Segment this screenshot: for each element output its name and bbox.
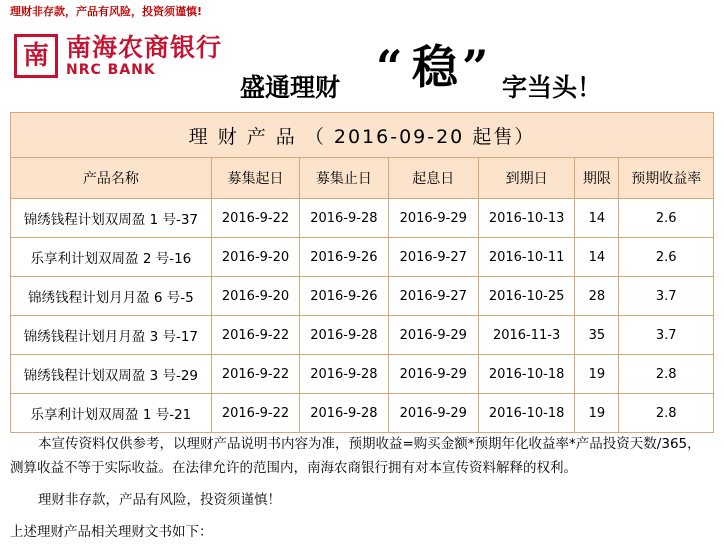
cell-value-date: 2016-9-27	[388, 277, 478, 316]
table-row	[11, 355, 714, 394]
headline	[230, 40, 710, 104]
cell-due-date: 2016-10-11	[478, 238, 574, 277]
cell-term: 14	[575, 238, 619, 277]
headline-part1: 盛通理财	[240, 73, 341, 102]
table-row	[11, 394, 714, 433]
table-title: 理 财 产 品 （ 2016-09-20 起售）	[11, 113, 714, 158]
cell-rate: 2.8	[619, 355, 714, 394]
product-table	[10, 112, 714, 433]
column-header-rate: 预期收益率	[619, 158, 714, 199]
cell-end-date: 2016-9-28	[300, 394, 388, 433]
risk-warning-text: 理财非存款，产品有风险，投资须谨慎！	[38, 492, 281, 508]
cell-start-date: 2016-9-22	[211, 199, 299, 238]
logo-glyph: 南	[22, 41, 49, 71]
cell-product-name: 锦绣钱程计划月月盈 6 号-5	[11, 277, 212, 316]
cell-product-name: 乐享利计划双周盈 2 号-16	[11, 238, 212, 277]
cell-start-date: 2016-9-22	[211, 316, 299, 355]
cell-due-date: 2016-10-18	[478, 394, 574, 433]
cell-value-date: 2016-9-29	[388, 316, 478, 355]
cell-term: 14	[575, 199, 619, 238]
cell-rate: 2.6	[619, 238, 714, 277]
cell-due-date: 2016-10-18	[478, 355, 574, 394]
bank-name-en: NRC BANK	[66, 61, 156, 78]
column-header-due-date: 到期日	[478, 158, 574, 199]
logo-mark-icon	[14, 34, 58, 78]
cell-rate: 2.6	[619, 199, 714, 238]
bank-name-cn: 南海农商银行	[66, 32, 223, 62]
cell-value-date: 2016-9-27	[388, 238, 478, 277]
cell-value-date: 2016-9-29	[388, 394, 478, 433]
table-row	[11, 238, 714, 277]
logo-text	[66, 32, 223, 78]
product-table-container	[10, 112, 714, 433]
table-row	[11, 199, 714, 238]
headline-quote-close: ”	[462, 40, 489, 94]
cell-product-name: 锦绣钱程计划双周盈 3 号-29	[11, 355, 212, 394]
top-risk-warning: 理财非存款，产品有风险，投资须谨慎!	[10, 5, 203, 18]
disclaimer-text: 本宣传资料仅供参考，以理财产品说明书内容为准，预期收益=购买金额*预期年化收益率*产品投资天数/365，测算收益不等于实际收益。在法律允许的范围内，南海农商银行拥有对本宣传资料解释的权利。	[10, 436, 701, 476]
column-header-start: 募集起日	[211, 158, 299, 199]
headline-part2: 字当头！	[502, 73, 603, 102]
cell-term: 35	[575, 316, 619, 355]
cell-product-name: 锦绣钱程计划月月盈 3 号-17	[11, 316, 212, 355]
table-header-row	[11, 158, 714, 199]
cell-term: 28	[575, 277, 619, 316]
cell-start-date: 2016-9-20	[211, 277, 299, 316]
cell-start-date: 2016-9-20	[211, 238, 299, 277]
page-header	[0, 22, 724, 100]
cell-value-date: 2016-9-29	[388, 355, 478, 394]
column-header-end: 募集止日	[300, 158, 388, 199]
cell-end-date: 2016-9-28	[300, 355, 388, 394]
column-header-name: 产品名称	[11, 158, 212, 199]
cell-due-date: 2016-10-13	[478, 199, 574, 238]
bank-logo	[14, 34, 222, 78]
cell-end-date: 2016-9-28	[300, 316, 388, 355]
table-row	[11, 316, 714, 355]
cell-term: 19	[575, 394, 619, 433]
cell-term: 19	[575, 355, 619, 394]
cell-start-date: 2016-9-22	[211, 355, 299, 394]
cell-end-date: 2016-9-26	[300, 238, 388, 277]
column-header-value-date: 起息日	[388, 158, 478, 199]
cell-due-date: 2016-11-3	[478, 316, 574, 355]
table-row	[11, 277, 714, 316]
cell-start-date: 2016-9-22	[211, 394, 299, 433]
cell-value-date: 2016-9-29	[388, 199, 478, 238]
documents-intro-text: 上述理财产品相关理财文书如下：	[10, 524, 213, 540]
cell-product-name: 锦绣钱程计划双周盈 1 号-37	[11, 199, 212, 238]
cell-product-name: 乐享利计划双周盈 1 号-21	[11, 394, 212, 433]
footer-notes	[10, 432, 710, 548]
cell-rate: 2.8	[619, 394, 714, 433]
cell-end-date: 2016-9-26	[300, 277, 388, 316]
cell-end-date: 2016-9-28	[300, 199, 388, 238]
table-title-row	[11, 113, 714, 158]
cell-rate: 3.7	[619, 277, 714, 316]
column-header-term: 期限	[575, 158, 619, 199]
cell-rate: 3.7	[619, 316, 714, 355]
headline-keyword: 稳	[412, 40, 458, 94]
cell-due-date: 2016-10-25	[478, 277, 574, 316]
headline-quote-open: “	[376, 40, 403, 94]
